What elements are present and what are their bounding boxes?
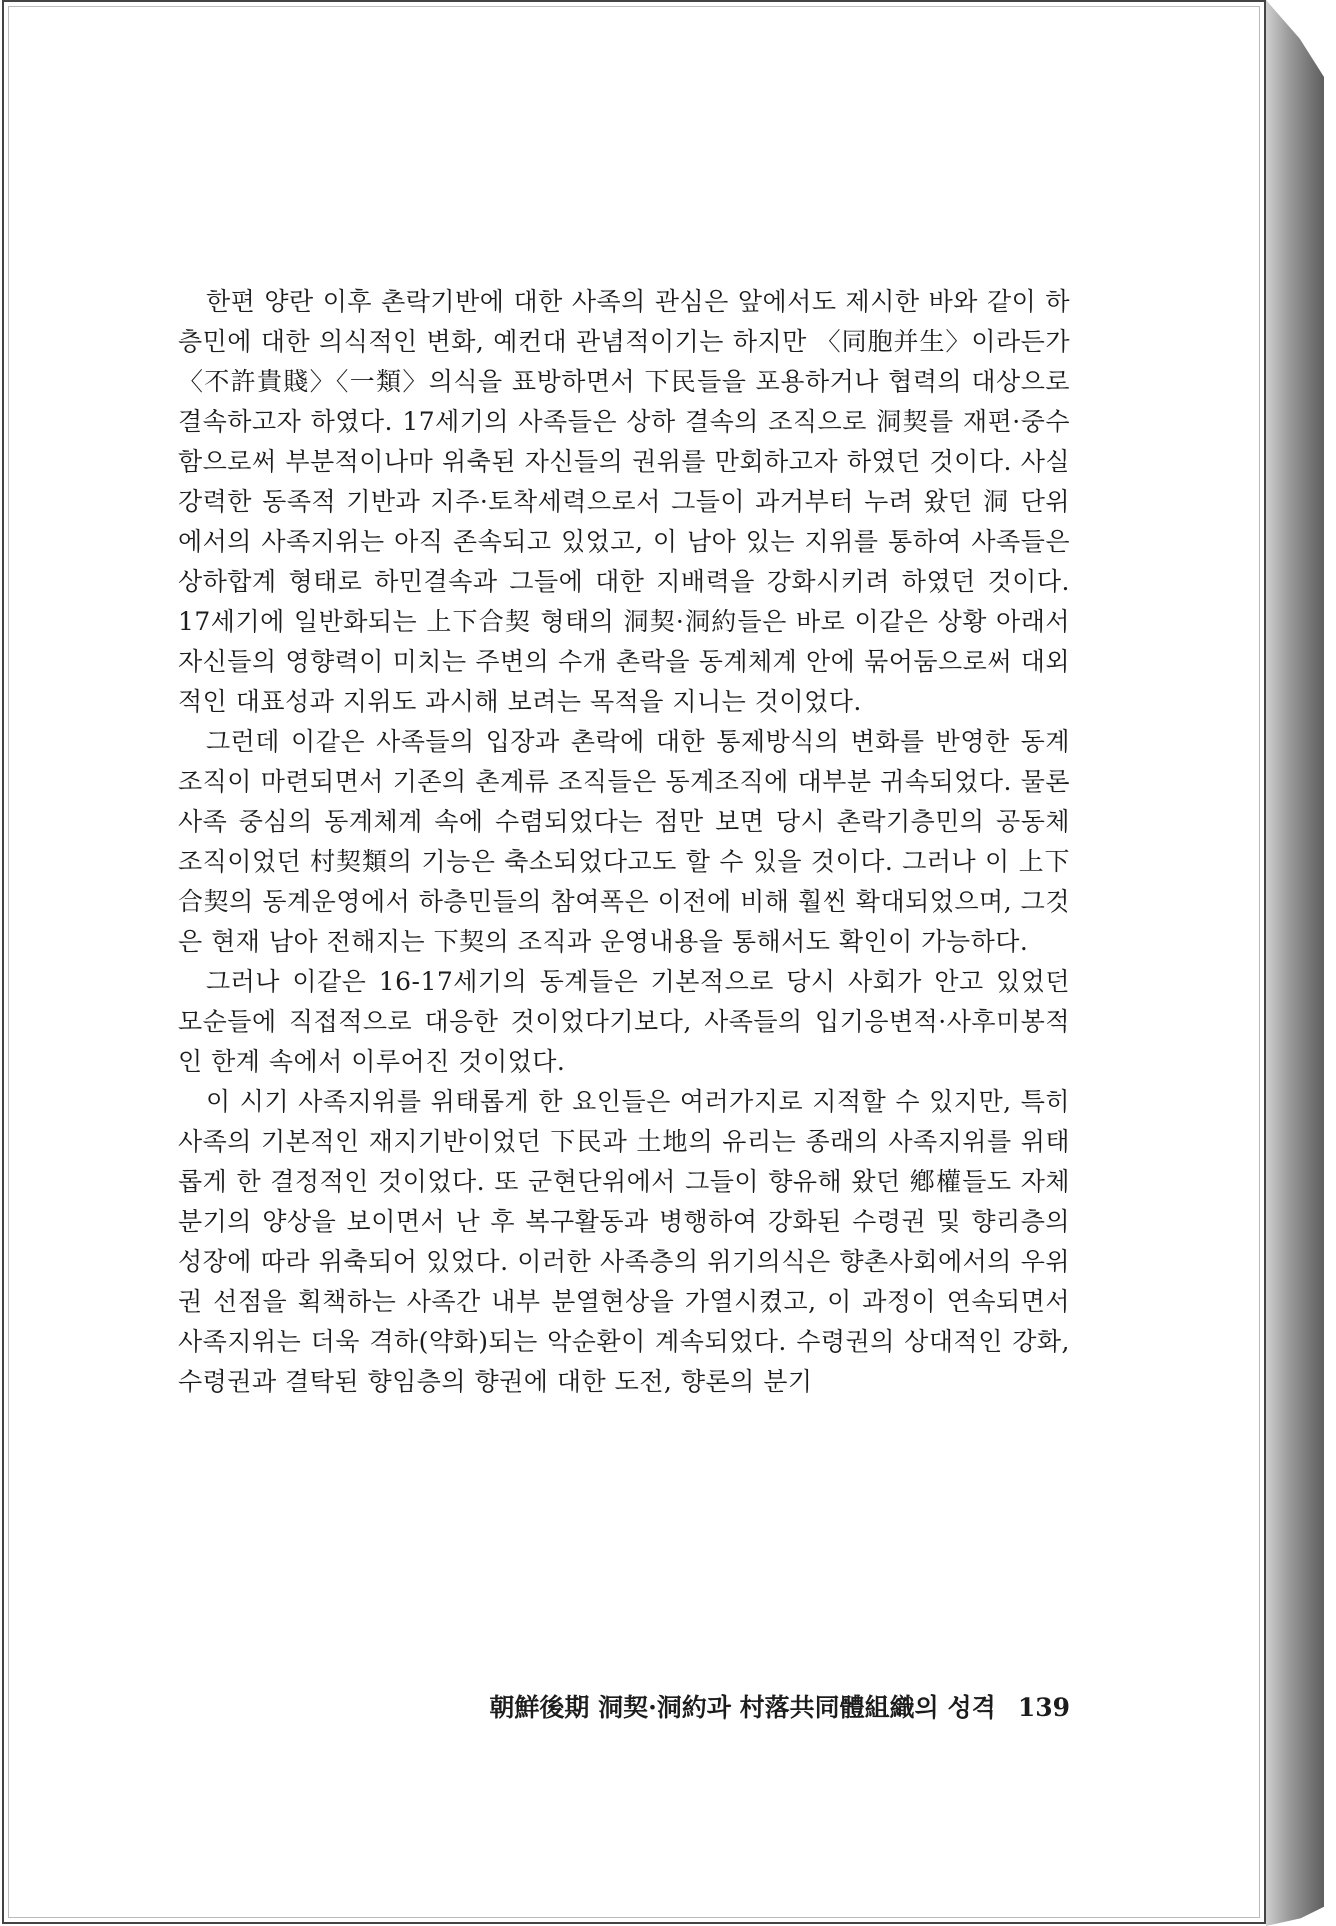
paragraph-2: 그런데 이같은 사족들의 입장과 촌락에 대한 통제방식의 변화를 반영한 동계조직이 마련되면서 기존의 촌계류 조직들은 동계조직에 대부분 귀속되었다. 물론 사족 중심의 동계체계 속에 수렴되었다는 점만 보면 당시 촌락기층민의 공동체 조직이었던 村契類의 기능은 축소되었다고도 할 수 있을 것이다. 그러나 이 上下合契의 동계운영에서 하층민들의 참여폭은 이전에 비해 훨씬 확대되었으며, 그것은 현재 남아 전해지는 下契의 조직과 운영내용을 통해서도 확인이 가능하다. <box>178 727 1070 956</box>
body-text <box>178 282 1070 1402</box>
paragraph-1: 한편 양란 이후 촌락기반에 대한 사족의 관심은 앞에서도 제시한 바와 같이 하층민에 대한 의식적인 변화, 예컨대 관념적이기는 하지만 〈同胞并生〉이라든가 〈不許貴賤〉〈一類〉의식을 표방하면서 下民들을 포용하거나 협력의 대상으로 결속하고자 하였다. 17세기의 사족들은 상하 결속의 조직으로 洞契를 재편·중수함으로써 부분적이나마 위축된 자신들의 권위를 만회하고자 하였던 것이다. 사실 강력한 동족적 기반과 지주·토착세력으로서 그들이 과거부터 누려 왔던 洞 단위에서의 사족지위는 아직 존속되고 있었고, 이 남아 있는 지위를 통하여 사족들은 상하합계 형태로 하민결속과 그들에 대한 지배력을 강화시키려 하였던 것이다. 17세기에 일반화되는 上下合契 형태의 洞契·洞約들은 바로 이같은 상황 아래서 자신들의 영향력이 미치는 주변의 수개 촌락을 동계체계 안에 묶어둠으로써 대외적인 대표성과 지위도 과시해 보려는 목적을 지니는 것이었다. <box>178 287 1070 716</box>
paragraph-4: 이 시기 사족지위를 위태롭게 한 요인들은 여러가지로 지적할 수 있지만, 특히 사족의 기본적인 재지기반이었던 下民과 土地의 유리는 종래의 사족지위를 위태롭게 한 결정적인 것이었다. 또 군현단위에서 그들이 향유해 왔던 鄕權들도 자체분기의 양상을 보이면서 난 후 복구활동과 병행하여 강화된 수령권 및 향리층의 성장에 따라 위축되어 있었다. 이러한 사족층의 위기의식은 향촌사회에서의 우위권 선점을 획책하는 사족간 내부 분열현상을 가열시켰고, 이 과정이 연속되면서 사족지위는 더욱 격하(약화)되는 악순환이 계속되었다. 수령권의 상대적인 강화, 수령권과 결탁된 향임층의 향권에 대한 도전, 향론의 분기 <box>178 1087 1070 1396</box>
running-title: 朝鮮後期 洞契·洞約과 村落共同體組織의 성격 <box>489 1693 996 1722</box>
page-footer <box>430 1688 1070 1724</box>
page-edge-shadow <box>1266 0 1324 1926</box>
page-number: 139 <box>1017 1693 1070 1722</box>
paragraph-3: 그러나 이같은 16-17세기의 동계들은 기본적으로 당시 사회가 안고 있었던 모순들에 직접적으로 대응한 것이었다기보다, 사족들의 입기응변적·사후미봉적인 한계 속에서 이루어진 것이었다. <box>178 967 1070 1076</box>
